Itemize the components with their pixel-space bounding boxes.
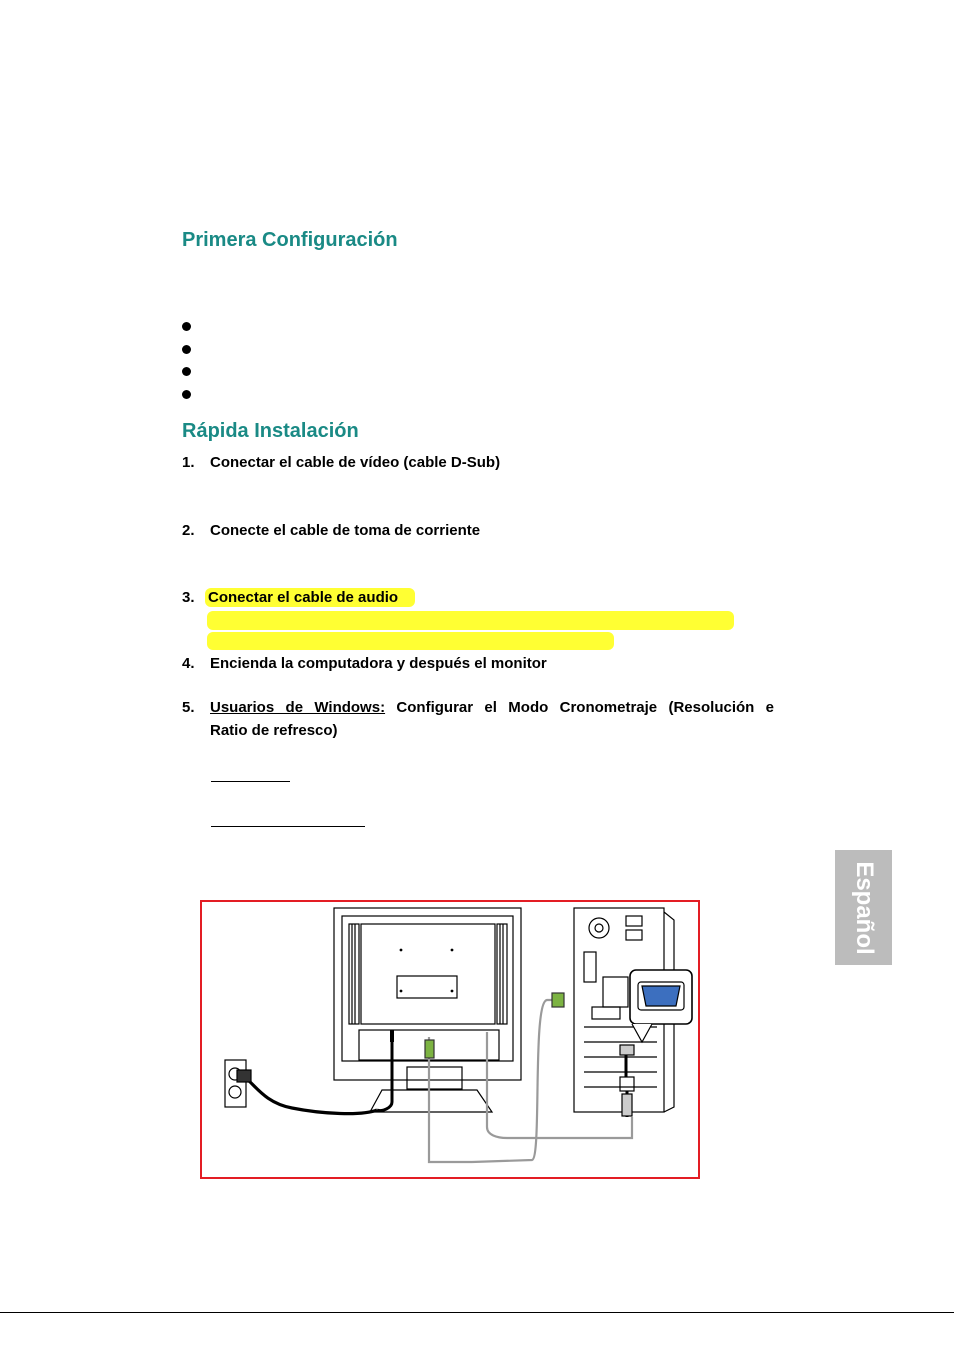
underline-link[interactable] <box>211 781 290 782</box>
highlight-bar <box>207 632 614 650</box>
language-tab-label: Español <box>850 860 878 955</box>
section-title-rapida-instalacion: Rápida Instalación <box>182 420 359 442</box>
footer-rule <box>0 1312 954 1313</box>
language-tab <box>835 850 892 965</box>
windows-users-link[interactable]: Usuarios de Windows: <box>210 699 386 716</box>
bullet <box>182 345 191 354</box>
highlight-bar <box>207 611 734 630</box>
bullet <box>182 367 191 376</box>
connection-illustration <box>202 902 698 1177</box>
underline-link[interactable] <box>211 826 365 827</box>
section-title-primera-configuracion: Primera Configuración <box>182 229 398 251</box>
bullet <box>182 322 191 331</box>
step-2-text: Conecte el cable de toma de corriente <box>210 522 481 539</box>
step-4-text: Encienda la computadora y después el monitor <box>210 655 547 672</box>
step-5: 5. Usuarios de Windows: Configurar el Modo Cronometraje (Resolución e Ratio de refresco) <box>182 699 774 739</box>
step-2: 2. Conecte el cable de toma de corriente <box>182 522 481 539</box>
bullet <box>182 390 191 399</box>
step-1-text: Conectar el cable de vídeo (cable D-Sub) <box>210 454 501 471</box>
step-4: 4. Encienda la computadora y después el monitor <box>182 655 547 672</box>
step-1: 1. Conectar el cable de vídeo (cable D-Sub) <box>182 454 501 471</box>
step-3-text: Conectar el cable de audio <box>208 589 399 606</box>
connection-diagram <box>200 900 700 1179</box>
step-3: 3. Conectar el cable de audio <box>182 589 399 606</box>
